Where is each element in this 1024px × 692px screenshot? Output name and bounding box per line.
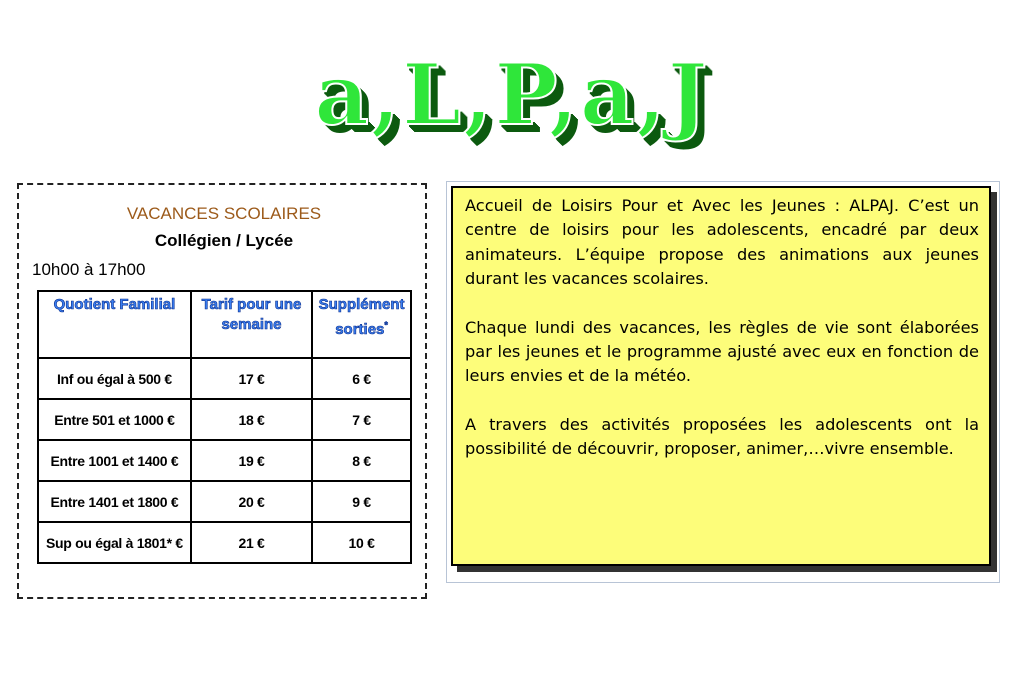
cell-quotient: Inf ou égal à 500 € bbox=[38, 358, 191, 399]
schedule-hours: 10h00 à 17h00 bbox=[32, 260, 146, 279]
cell-outing-supplement: 9 € bbox=[312, 481, 411, 522]
cell-outing-supplement: 6 € bbox=[312, 358, 411, 399]
cell-quotient: Sup ou égal à 1801* € bbox=[38, 522, 191, 563]
description-paragraph: Accueil de Loisirs Pour et Avec les Jeunes : ALPAJ. C’est un centre de loisirs pour les adolescents, encadré par deux animateurs. L’équipe propose des animations aux jeunes durant les vacances scolaires. bbox=[465, 196, 979, 289]
cell-quotient: Entre 1401 et 1800 € bbox=[38, 481, 191, 522]
cell-outing-supplement: 10 € bbox=[312, 522, 411, 563]
cell-outing-supplement: 8 € bbox=[312, 440, 411, 481]
description-panel bbox=[451, 186, 991, 566]
cell-weekly-rate: 20 € bbox=[191, 481, 312, 522]
header-weekly-rate: Tarif pour une semaine bbox=[191, 291, 312, 358]
table-row bbox=[38, 481, 411, 522]
price-table bbox=[37, 290, 412, 564]
logo-text: a,L,P,a,J bbox=[314, 45, 710, 144]
description-paragraph: Chaque lundi des vacances, les règles de vie sont élaborées par les jeunes et le programme ajusté avec eux en fonction de leurs envies et de la météo. bbox=[465, 317, 979, 386]
cell-weekly-rate: 17 € bbox=[191, 358, 312, 399]
header-quotient: Quotient Familial bbox=[38, 291, 191, 358]
logo bbox=[0, 40, 1024, 150]
cell-weekly-rate: 18 € bbox=[191, 399, 312, 440]
schedule-panel bbox=[17, 183, 427, 599]
description-paragraph: A travers des activités proposées les adolescents ont la possibilité de découvrir, proposer, animer,…vivre ensemble. bbox=[465, 414, 979, 459]
table-row bbox=[38, 399, 411, 440]
table-row bbox=[38, 440, 411, 481]
cell-weekly-rate: 21 € bbox=[191, 522, 312, 563]
cell-weekly-rate: 19 € bbox=[191, 440, 312, 481]
price-table-header-row bbox=[38, 291, 411, 358]
schedule-title: VACANCES SCOLAIRES bbox=[126, 204, 322, 223]
table-row bbox=[38, 522, 411, 563]
table-row bbox=[38, 358, 411, 399]
cell-quotient: Entre 501 et 1000 € bbox=[38, 399, 191, 440]
cell-quotient: Entre 1001 et 1400 € bbox=[38, 440, 191, 481]
cell-outing-supplement: 7 € bbox=[312, 399, 411, 440]
header-outing-supplement bbox=[312, 291, 411, 358]
header-note-mark: * bbox=[384, 320, 388, 330]
schedule-subtitle: Collégien / Lycée bbox=[154, 231, 294, 250]
header-outing-supplement-label: Supplément sorties bbox=[318, 296, 405, 338]
